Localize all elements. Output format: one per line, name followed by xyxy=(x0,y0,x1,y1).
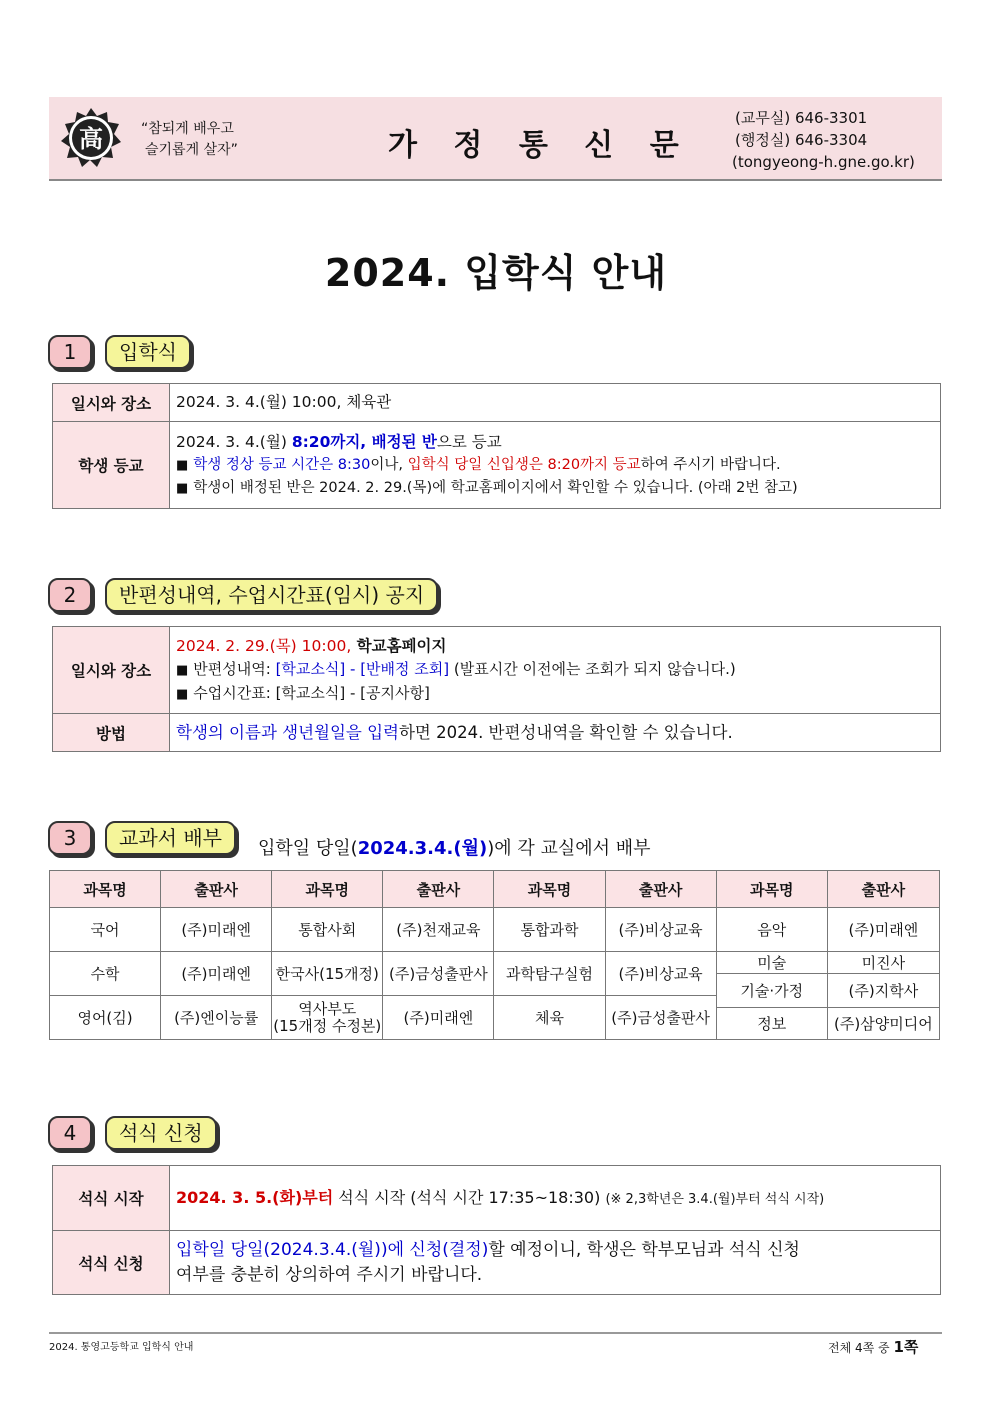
table-cell: 음악 xyxy=(716,908,827,952)
normal-time-conj: 이나, xyxy=(370,456,408,473)
col-subject: 과목명 xyxy=(716,871,827,908)
table-cell: 체육 xyxy=(494,996,605,1040)
table-cell: (주)미래엔 xyxy=(161,952,272,996)
method-suffix: 하면 2024. 반편성내역을 확인할 수 있습니다. xyxy=(398,723,733,742)
table-cell: 정보 xyxy=(716,1008,827,1040)
bullet-square-icon: ■ xyxy=(176,480,189,496)
announcement-date: 2024. 2. 29.(목) 10:00, xyxy=(176,636,352,655)
motto-line-1: “참되게 배우고 xyxy=(141,121,234,137)
section-3-number: 3 xyxy=(48,821,92,855)
row-head-dinner-start: 석식 시작 xyxy=(53,1166,170,1231)
table-cell: (주)미래엔 xyxy=(383,996,494,1040)
table-cell: (주)미래엔 xyxy=(161,908,272,952)
row-head-arrival: 학생 등교 xyxy=(53,422,170,509)
col-publisher: 출판사 xyxy=(161,871,272,908)
table-cell: (주)금성출판사 xyxy=(605,996,716,1040)
row-head-datetime: 일시와 장소 xyxy=(53,384,170,422)
table-cell: (주)비상교육 xyxy=(605,952,716,996)
motto-line-2: 슬기롭게 살자” xyxy=(145,142,238,158)
table-cell: 미술 xyxy=(716,952,827,974)
method-highlight: 학생의 이름과 생년월일을 입력 xyxy=(176,723,399,742)
cell-line: (15개정 수정본) xyxy=(273,1016,382,1035)
request-suffix: 하여 주시기 바랍니다. xyxy=(640,456,781,473)
table-cell: (주)엔이능률 xyxy=(161,996,272,1040)
row-value-arrival xyxy=(170,422,941,509)
bullet-square-icon: ■ xyxy=(176,686,189,702)
row-head-method: 방법 xyxy=(53,714,170,752)
section-4-label: 석식 신청 xyxy=(105,1116,217,1150)
col-subject: 과목명 xyxy=(272,871,383,908)
bullet-square-icon: ■ xyxy=(176,662,189,678)
contact-website: (tongyeong-h.gne.go.kr) xyxy=(732,153,915,171)
dinner-time: 석식 시작 (석식 시간 17:35~18:30) xyxy=(333,1187,606,1207)
apply-text-line2: 여부를 충분히 상의하여 주시기 바랍니다. xyxy=(176,1264,483,1285)
class-list-note: (발표시간 이전에는 조회가 되지 않습니다.) xyxy=(449,659,736,678)
section-4-number: 4 xyxy=(48,1116,92,1150)
page-title: 2024. 입학식 안내 xyxy=(324,251,668,295)
col-subject: 과목명 xyxy=(494,871,605,908)
table-cell: 미진사 xyxy=(827,952,939,974)
textbook-table xyxy=(49,870,940,1040)
desc-prefix: 입학일 당일( xyxy=(258,838,358,859)
section-1-number: 1 xyxy=(48,335,92,369)
table-cell: (주)천재교육 xyxy=(383,908,494,952)
timetable-menu-path: 수업시간표: [학교소식] - [공지사항] xyxy=(193,683,430,702)
row-value-announcement xyxy=(170,627,941,714)
row-head-dinner-apply: 석식 신청 xyxy=(53,1231,170,1295)
row-value-datetime: 2024. 3. 4.(월) 10:00, 체육관 xyxy=(170,384,941,422)
table-cell: 과학탐구실험 xyxy=(494,952,605,996)
footer-doc-name: 2024. 통영고등학교 입학식 안내 xyxy=(49,1342,194,1353)
bullet-square-icon: ■ xyxy=(176,457,189,473)
table-cell xyxy=(272,996,383,1040)
table-cell: (주)금성출판사 xyxy=(383,952,494,996)
dinner-start-date: 2024. 3. 5.(화)부터 xyxy=(176,1187,334,1207)
table-cell: (주)미래엔 xyxy=(827,908,939,952)
newsletter-title: 가 정 통 신 문 xyxy=(388,128,692,163)
apply-date-highlight: 입학일 당일(2024.3.4.(월))에 신청(결정) xyxy=(176,1239,489,1260)
contact-office: (교무실) 646-3301 xyxy=(735,109,868,127)
row-value-method xyxy=(170,714,941,752)
table-cell: 통합과학 xyxy=(494,908,605,952)
table-cell: 통합사회 xyxy=(272,908,383,952)
section-2-number: 2 xyxy=(48,578,92,612)
class-list-menu-path: [학교소식] - [반배정 조회] xyxy=(275,659,450,678)
col-publisher: 출판사 xyxy=(827,871,939,908)
footer-page-total: 전체 4쪽 중 xyxy=(828,1341,894,1355)
announcement-place: 학교홈페이지 xyxy=(351,636,447,655)
section-1-label: 입학식 xyxy=(105,335,191,369)
section-3-label: 교과서 배부 xyxy=(105,821,236,855)
col-subject: 과목명 xyxy=(50,871,161,908)
section-2-label: 반편성내역, 수업시간표(임시) 공지 xyxy=(105,578,438,612)
contact-admin: (행정실) 646-3304 xyxy=(735,131,868,149)
cell-line: 역사부도 xyxy=(298,999,357,1018)
school-emblem-icon xyxy=(59,106,123,170)
col-publisher: 출판사 xyxy=(605,871,716,908)
normal-time-note: 학생 정상 등교 시간은 8:30 xyxy=(193,456,371,473)
section-2-table xyxy=(52,626,941,752)
section-3-description xyxy=(258,834,651,860)
section-1-table xyxy=(52,383,941,509)
dinner-note: (※ 2,3학년은 3.4.(월)부터 석식 시작) xyxy=(605,1191,825,1207)
arrival-time-highlight: 8:20까지, 배정된 반 xyxy=(291,432,437,451)
arrival-suffix: 으로 등교 xyxy=(436,432,502,451)
table-cell: 한국사(15개정) xyxy=(272,952,383,996)
emblem-char: 高 xyxy=(79,125,103,153)
arrival-date: 2024. 3. 4.(월) xyxy=(176,432,292,451)
footer-page-number xyxy=(828,1336,918,1357)
apply-text: 할 예정이니, 학생은 학부모님과 석식 신청 xyxy=(488,1239,800,1260)
col-publisher: 출판사 xyxy=(383,871,494,908)
table-cell: 영어(김) xyxy=(50,996,161,1040)
table-cell: (주)지학사 xyxy=(827,974,939,1008)
class-list-label: 반편성내역: xyxy=(193,659,276,678)
class-assignment-note: 학생이 배정된 반은 2024. 2. 29.(목)에 학교홈페이지에서 확인할 수 있습니다. (아래 2번 참고) xyxy=(193,479,798,496)
desc-suffix: )에 각 교실에서 배부 xyxy=(487,838,651,859)
section-4-table xyxy=(52,1165,941,1295)
entrance-day-time-note: 입학식 당일 신입생은 8:20까지 등교 xyxy=(407,456,641,473)
table-cell: (주)비상교육 xyxy=(605,908,716,952)
row-value-dinner-start xyxy=(170,1166,941,1231)
table-cell: 기술·가정 xyxy=(716,974,827,1008)
table-cell: 수학 xyxy=(50,952,161,996)
table-cell: 국어 xyxy=(50,908,161,952)
row-value-dinner-apply xyxy=(170,1231,941,1295)
footer-divider xyxy=(49,1332,942,1334)
table-cell: (주)삼양미디어 xyxy=(827,1008,939,1040)
footer-page-current: 1쪽 xyxy=(893,1338,919,1356)
desc-date: 2024.3.4.(월) xyxy=(357,838,488,859)
row-head-datetime: 일시와 장소 xyxy=(53,627,170,714)
